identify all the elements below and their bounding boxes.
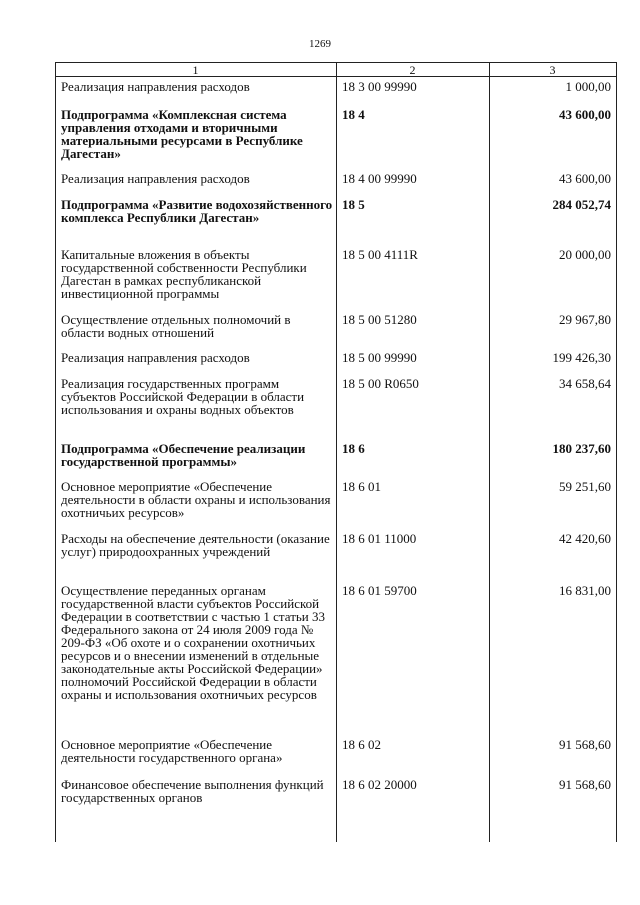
row-amount: 20 000,00 [559,247,611,262]
row-amount: 180 237,60 [552,441,611,456]
row-amount: 16 831,00 [559,583,611,598]
row-amount: 29 967,80 [559,312,611,327]
row-code: 18 5 00 51280 [342,312,417,327]
row-name: Реализация направления расходов [61,171,250,186]
row-amount: 1 000,00 [565,79,611,94]
row-amount: 91 568,60 [559,777,611,792]
row-name: Подпрограмма «Развитие водохозяйственного комплекса Республики Дагестан» [61,197,333,225]
page-number: 1269 [309,38,331,50]
row-amount: 43 600,00 [559,107,611,122]
row-amount: 199 426,30 [552,350,611,365]
row-name: Расходы на обеспечение деятельности (оказание услуг) природоохранных учреждений [61,531,330,559]
row-name: Осуществление переданных органам государственной власти субъектов Российской Федерации в соответствии с частью 1 статьи 33 Федерального закона от 24 июля 2009 года № 209-ФЗ «Об охоте и о сохранении охотничьих ресурсов и о внесении изменений в отдельные законодательные акты Российской Федерации» полномочий Российской Федерации в области охраны и использования охотничьих ресурсов [61,583,326,702]
row-code: 18 5 [342,197,365,212]
row-code: 18 6 01 11000 [342,531,417,546]
row-code: 18 5 00 R0650 [342,376,419,391]
row-amount: 43 600,00 [559,171,611,186]
row-amount: 91 568,60 [559,737,611,752]
col-divider-2 [489,62,490,842]
header-col-2: 2 [409,63,416,77]
row-code: 18 3 00 99990 [342,79,417,94]
row-amount: 42 420,60 [559,531,611,546]
right-border [616,62,617,842]
header-col-3: 3 [549,63,556,77]
row-amount: 34 658,64 [559,376,611,391]
row-name: Основное мероприятие «Обеспечение деятельности в области охраны и использования охотничьих ресурсов» [61,479,331,520]
left-border [55,62,56,842]
row-code: 18 6 01 59700 [342,583,417,598]
row-code: 18 5 00 4111R [342,247,418,262]
row-code: 18 4 [342,107,365,122]
row-name: Подпрограмма «Комплексная система управления отходами и вторичными материальными ресурсами в Республике Дагестан» [61,107,303,161]
row-name: Осуществление отдельных полномочий в области водных отношений [61,312,291,340]
row-amount: 284 052,74 [552,197,611,212]
row-code: 18 4 00 99990 [342,171,417,186]
row-amount: 59 251,60 [559,479,611,494]
row-name: Финансовое обеспечение выполнения функций государственных органов [61,777,324,805]
row-code: 18 5 00 99990 [342,350,417,365]
col-divider-1 [336,62,337,842]
row-code: 18 6 [342,441,365,456]
row-name: Реализация направления расходов [61,79,250,94]
header-col-1: 1 [192,63,199,77]
row-name: Капитальные вложения в объекты государственной собственности Республики Дагестан в рамках республиканской инвестиционной программы [61,247,307,301]
row-name: Реализация государственных программ субъектов Российской Федерации в области использования и охраны водных объектов [61,376,305,417]
row-name: Реализация направления расходов [61,350,250,365]
row-name: Подпрограмма «Обеспечение реализации государственной программы» [61,441,306,469]
budget-table [55,62,617,842]
row-code: 18 6 02 20000 [342,777,417,792]
row-code: 18 6 01 [342,479,381,494]
row-name: Основное мероприятие «Обеспечение деятельности государственного органа» [61,737,283,765]
row-code: 18 6 02 [342,737,381,752]
